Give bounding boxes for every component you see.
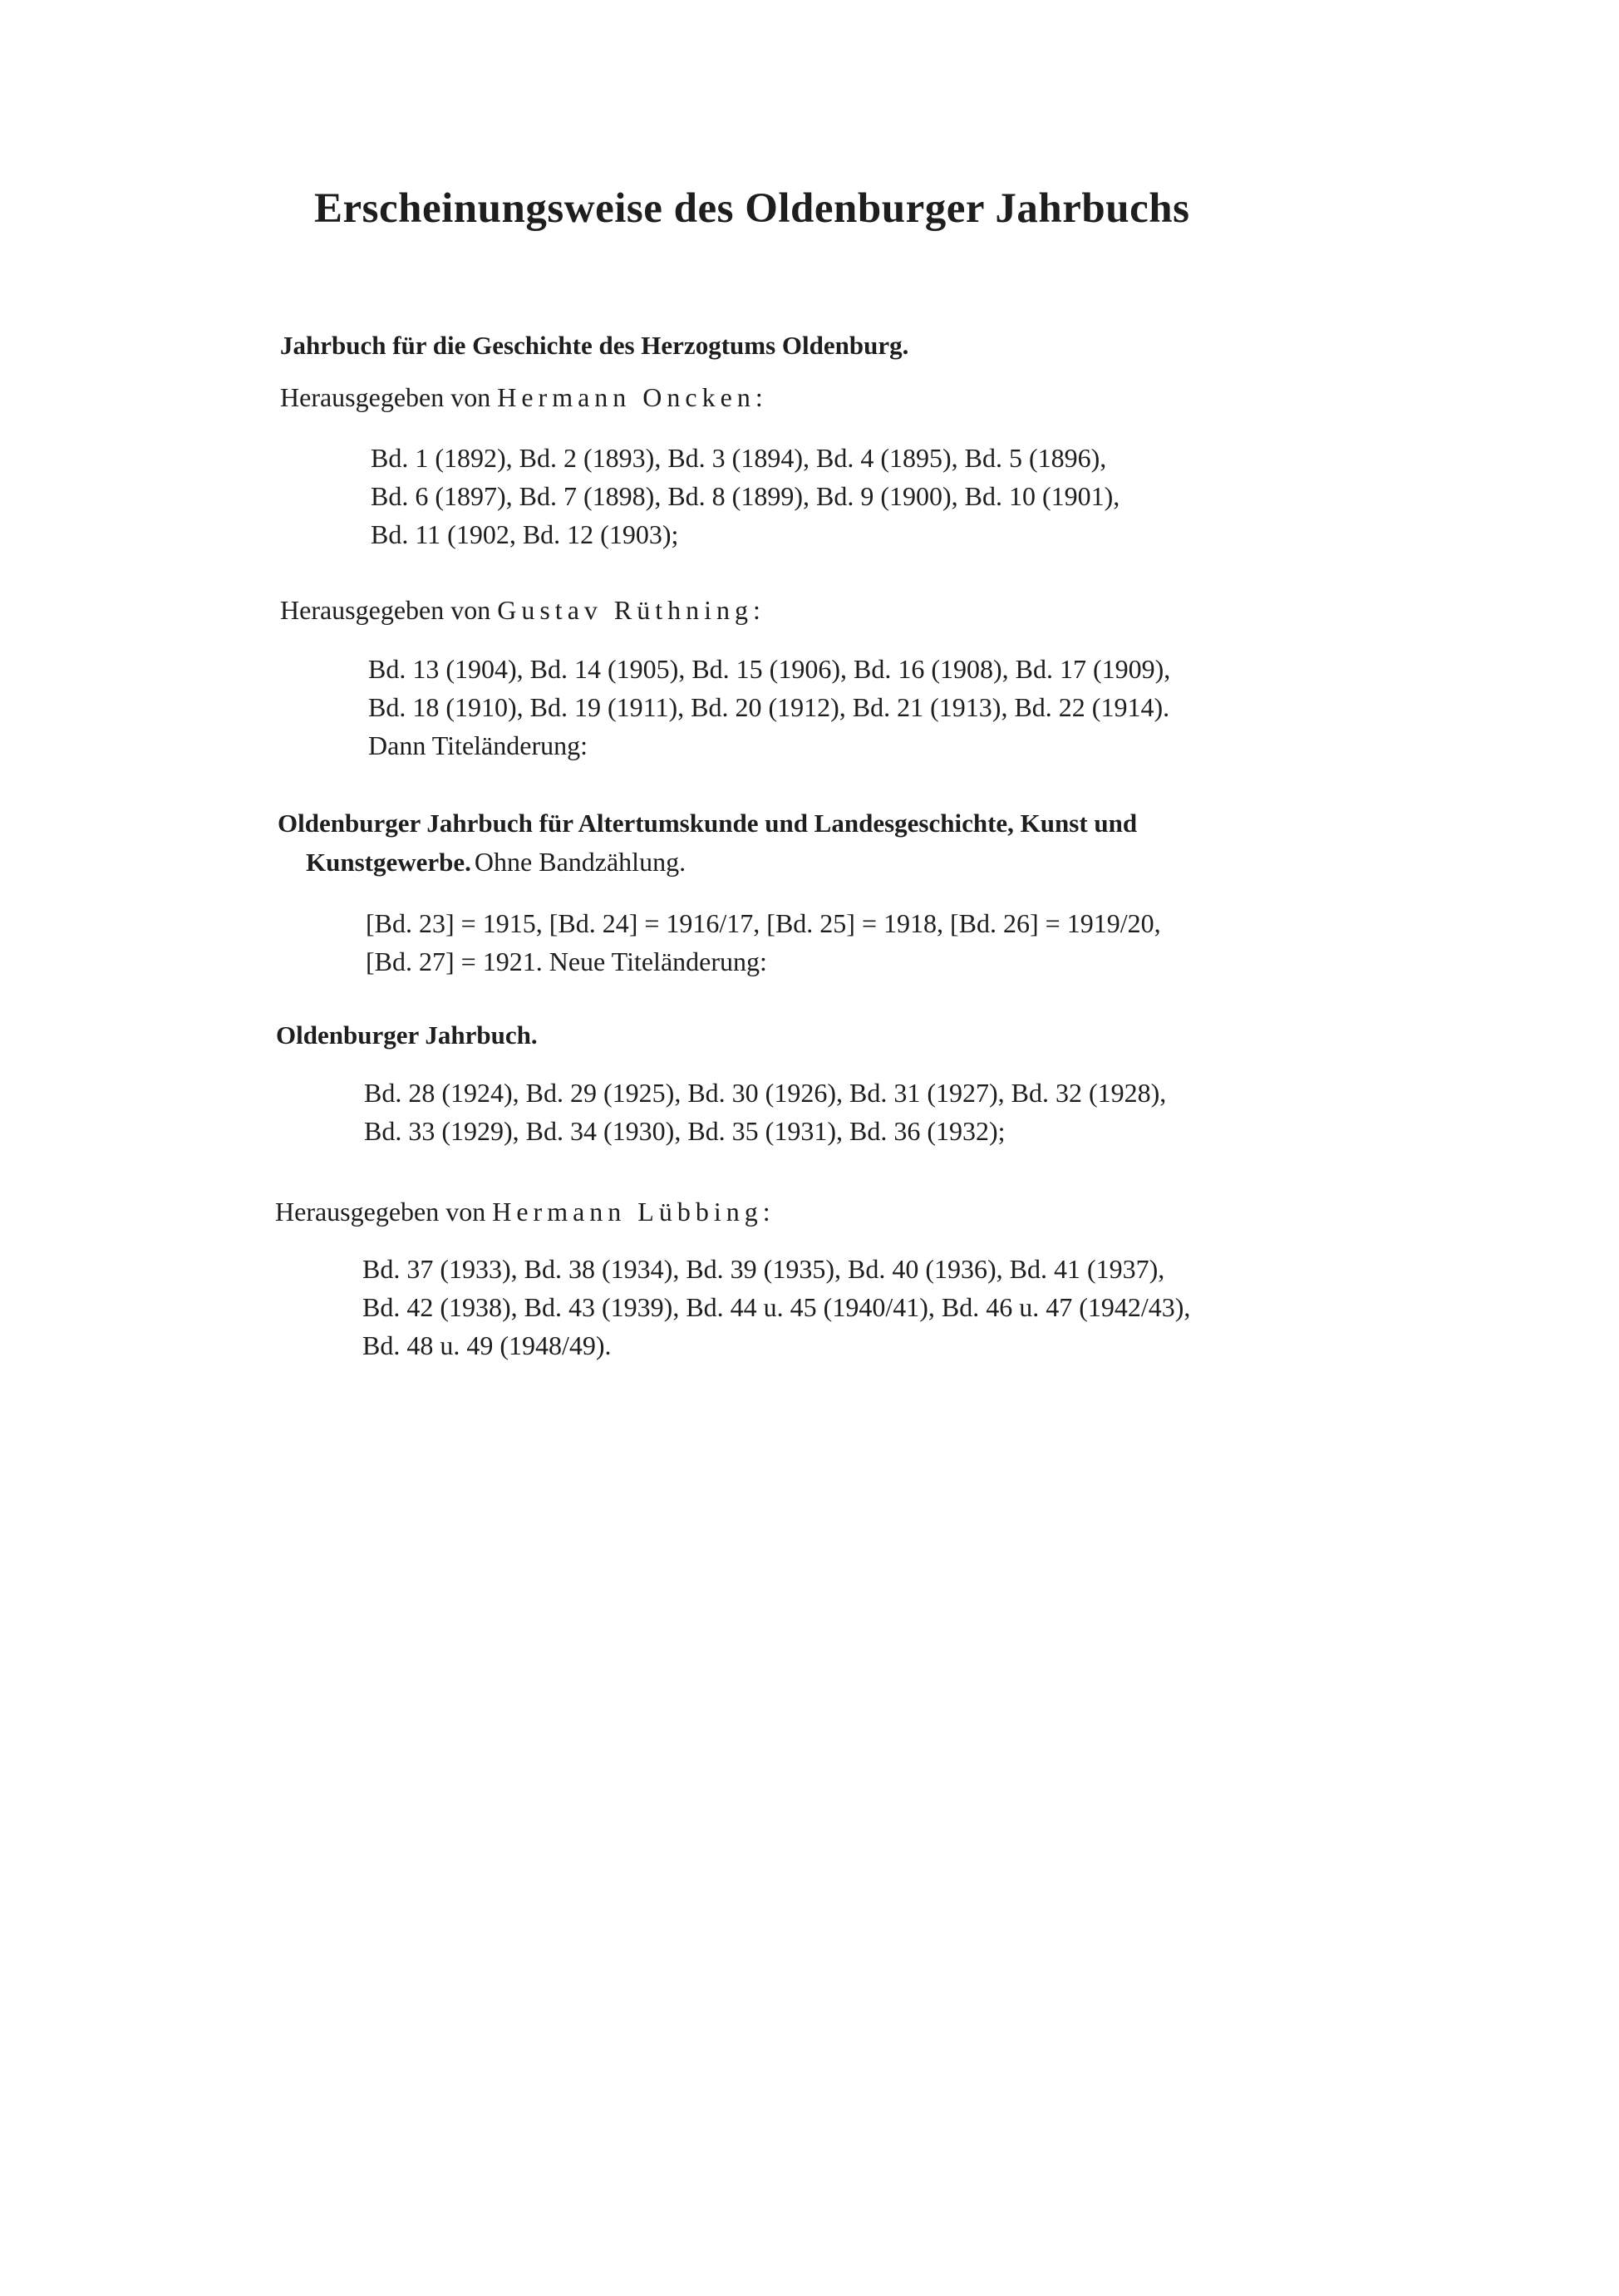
volume-line: Dann Titeländerung: <box>368 730 588 760</box>
volume-line: Bd. 48 u. 49 (1948/49). <box>362 1330 612 1360</box>
section-5-editor <box>275 1197 775 1227</box>
volume-line: Bd. 11 (1902, Bd. 12 (1903); <box>371 519 679 549</box>
section-1-heading: Jahrbuch für die Geschichte des Herzogtums Oldenburg. <box>280 331 909 360</box>
editor-name: Hermann Oncken: <box>497 382 768 412</box>
section-2-editor <box>280 595 765 626</box>
volume-line: Bd. 37 (1933), Bd. 38 (1934), Bd. 39 (1935), Bd. 40 (1936), Bd. 41 (1937), <box>362 1254 1165 1284</box>
volume-line: Bd. 18 (1910), Bd. 19 (1911), Bd. 20 (1912), Bd. 21 (1913), Bd. 22 (1914). <box>368 692 1170 722</box>
section-3-heading: Oldenburger Jahrbuch für Altertumskunde und Landesgeschichte, Kunst und <box>278 809 1138 838</box>
section-4-volume-list <box>364 1074 1166 1150</box>
volume-line: Bd. 42 (1938), Bd. 43 (1939), Bd. 44 u. 45 (1940/41), Bd. 46 u. 47 (1942/43), <box>362 1292 1191 1322</box>
section-3-note: Ohne Bandzählung. <box>474 847 686 877</box>
editor-name: Hermann Lübbing: <box>492 1197 775 1227</box>
section-1-volume-list <box>371 439 1120 553</box>
editor-prefix: Herausgegeben von <box>280 595 491 625</box>
volume-line: Bd. 33 (1929), Bd. 34 (1930), Bd. 35 (1931), Bd. 36 (1932); <box>364 1116 1006 1146</box>
volume-line: Bd. 28 (1924), Bd. 29 (1925), Bd. 30 (1926), Bd. 31 (1927), Bd. 32 (1928), <box>364 1078 1167 1108</box>
editor-name: Gustav Rüthning: <box>497 595 765 625</box>
section-3-volume-list <box>366 904 1161 981</box>
editor-prefix: Herausgegeben von <box>275 1197 486 1227</box>
section-5-volume-list <box>362 1250 1190 1364</box>
section-3-heading-continued <box>306 847 686 878</box>
volume-line: Bd. 1 (1892), Bd. 2 (1893), Bd. 3 (1894), Bd. 4 (1895), Bd. 5 (1896), <box>371 443 1107 473</box>
volume-line: [Bd. 27] = 1921. Neue Titeländerung: <box>366 946 767 976</box>
volume-line: Bd. 6 (1897), Bd. 7 (1898), Bd. 8 (1899), Bd. 9 (1900), Bd. 10 (1901), <box>371 481 1120 511</box>
section-2-volume-list <box>368 650 1170 765</box>
section-4-heading: Oldenburger Jahrbuch. <box>276 1020 538 1050</box>
section-3-heading-bold: Kunstgewerbe. <box>306 848 471 877</box>
section-1-editor <box>280 382 768 413</box>
volume-line: [Bd. 23] = 1915, [Bd. 24] = 1916/17, [Bd. 25] = 1918, [Bd. 26] = 1919/20, <box>366 908 1161 938</box>
editor-prefix: Herausgegeben von <box>280 382 491 412</box>
page-title: Erscheinungsweise des Oldenburger Jahrbuchs <box>314 185 1190 232</box>
volume-line: Bd. 13 (1904), Bd. 14 (1905), Bd. 15 (1906), Bd. 16 (1908), Bd. 17 (1909), <box>368 654 1171 684</box>
